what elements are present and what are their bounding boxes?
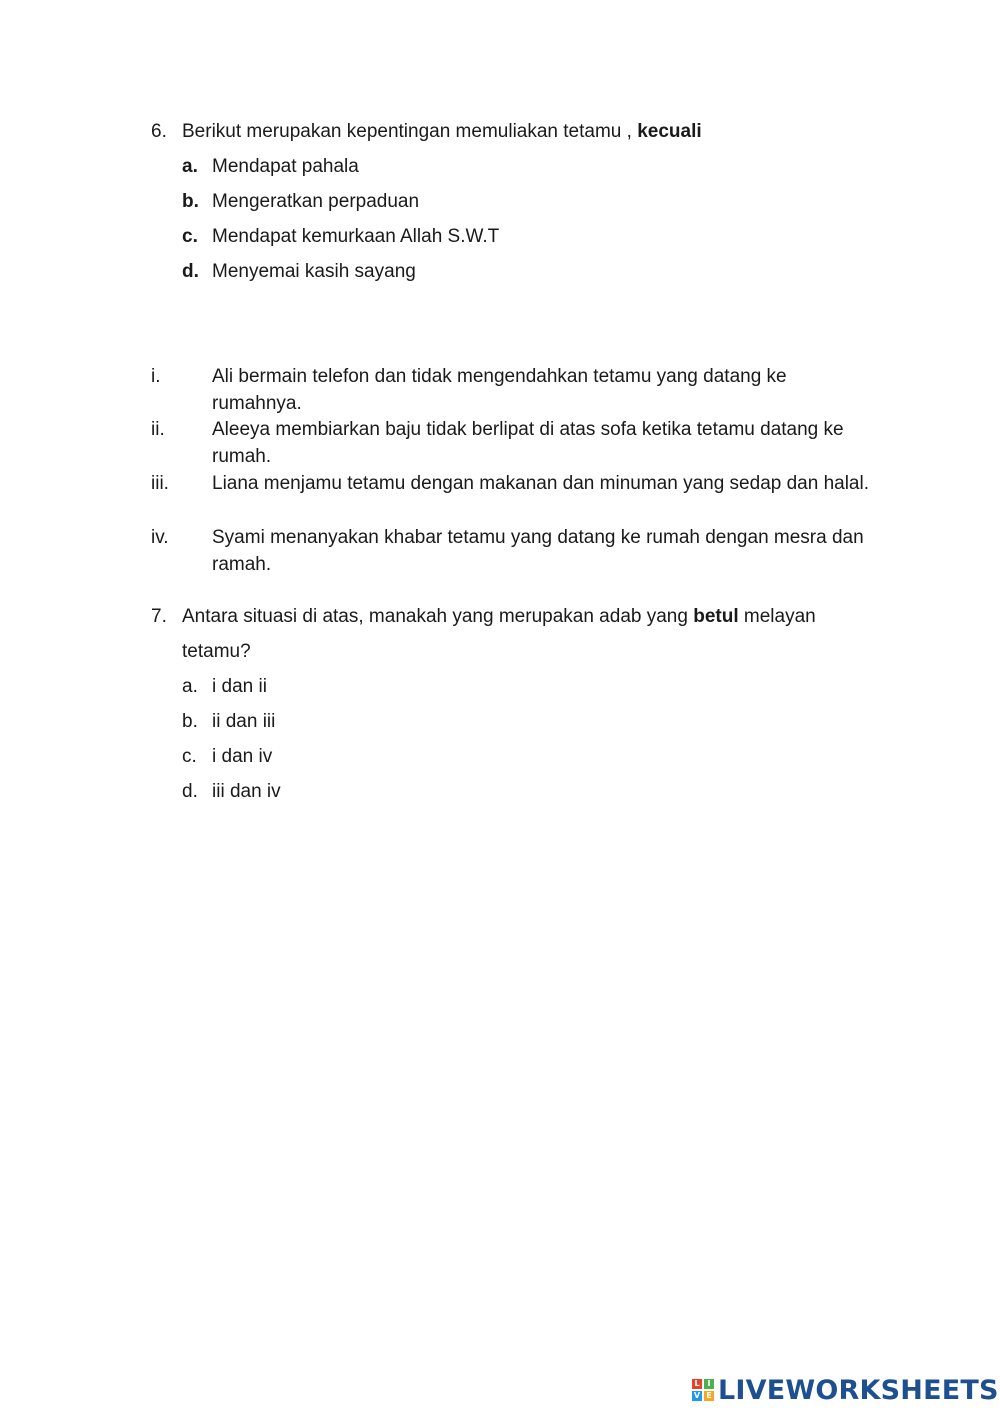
q7-option-a[interactable]: i dan ii (212, 676, 267, 697)
situation-iv-text: Syami menanyakan khabar tetamu yang datang ke rumah dengan mesra dan ramah. (212, 527, 864, 575)
q7-option-d[interactable]: iii dan iv (212, 781, 281, 802)
question-7-stem: Antara situasi di atas, manakah yang merupakan adab yang (182, 606, 688, 627)
question-7-text-line2: tetamu? (182, 641, 251, 662)
situation-iv-numeral: iv. (151, 527, 169, 548)
situation-iii-text: Liana menjamu tetamu dengan makanan dan minuman yang sedap dan halal. (212, 473, 870, 494)
question-7-number: 7. (151, 606, 167, 627)
question-7-text (182, 606, 816, 628)
q6-option-d-letter: d. (182, 261, 199, 282)
logo-block-e: E (704, 1391, 714, 1401)
q7-option-b-letter: b. (182, 711, 198, 732)
q6-option-a-letter: a. (182, 156, 198, 177)
q7-option-a-letter: a. (182, 676, 198, 697)
question-7-emphasis: betul (693, 606, 739, 627)
situation-i-numeral: i. (151, 366, 161, 387)
situation-ii-numeral: ii. (151, 419, 165, 440)
logo-blocks-icon (692, 1379, 714, 1401)
situation-i-text: Ali bermain telefon dan tidak mengendahkan tetamu yang datang ke rumahnya. (212, 366, 787, 414)
question-6-number: 6. (151, 121, 167, 142)
q7-option-b[interactable]: ii dan iii (212, 711, 276, 732)
q7-option-d-letter: d. (182, 781, 198, 802)
question-6-stem: Berikut merupakan kepentingan memuliakan tetamu , (182, 121, 632, 142)
question-6-emphasis: kecuali (637, 121, 702, 142)
q7-option-c-letter: c. (182, 746, 197, 767)
logo-block-i: I (704, 1379, 714, 1389)
situation-ii-text: Aleeya membiarkan baju tidak berlipat di atas sofa ketika tetamu datang ke rumah. (212, 419, 844, 467)
q6-option-c[interactable]: Mendapat kemurkaan Allah S.W.T (212, 226, 500, 247)
situation-iii-numeral: iii. (151, 473, 169, 494)
logo-block-v: V (693, 1391, 701, 1400)
question-6-text (182, 121, 702, 143)
question-7-stem-end: melayan (743, 606, 816, 627)
logo-wordmark: LIVEWORKSHEETS (718, 1374, 999, 1406)
q6-option-b[interactable]: Mengeratkan perpaduan (212, 191, 420, 212)
logo-block-l: L (692, 1379, 702, 1389)
q6-option-c-letter: c. (182, 226, 198, 247)
q6-option-a[interactable]: Mendapat pahala (212, 156, 359, 177)
q6-option-b-letter: b. (182, 191, 199, 212)
q7-option-c[interactable]: i dan iv (212, 746, 273, 767)
q6-option-d[interactable]: Menyemai kasih sayang (212, 261, 416, 282)
liveworksheets-logo (692, 1374, 999, 1406)
